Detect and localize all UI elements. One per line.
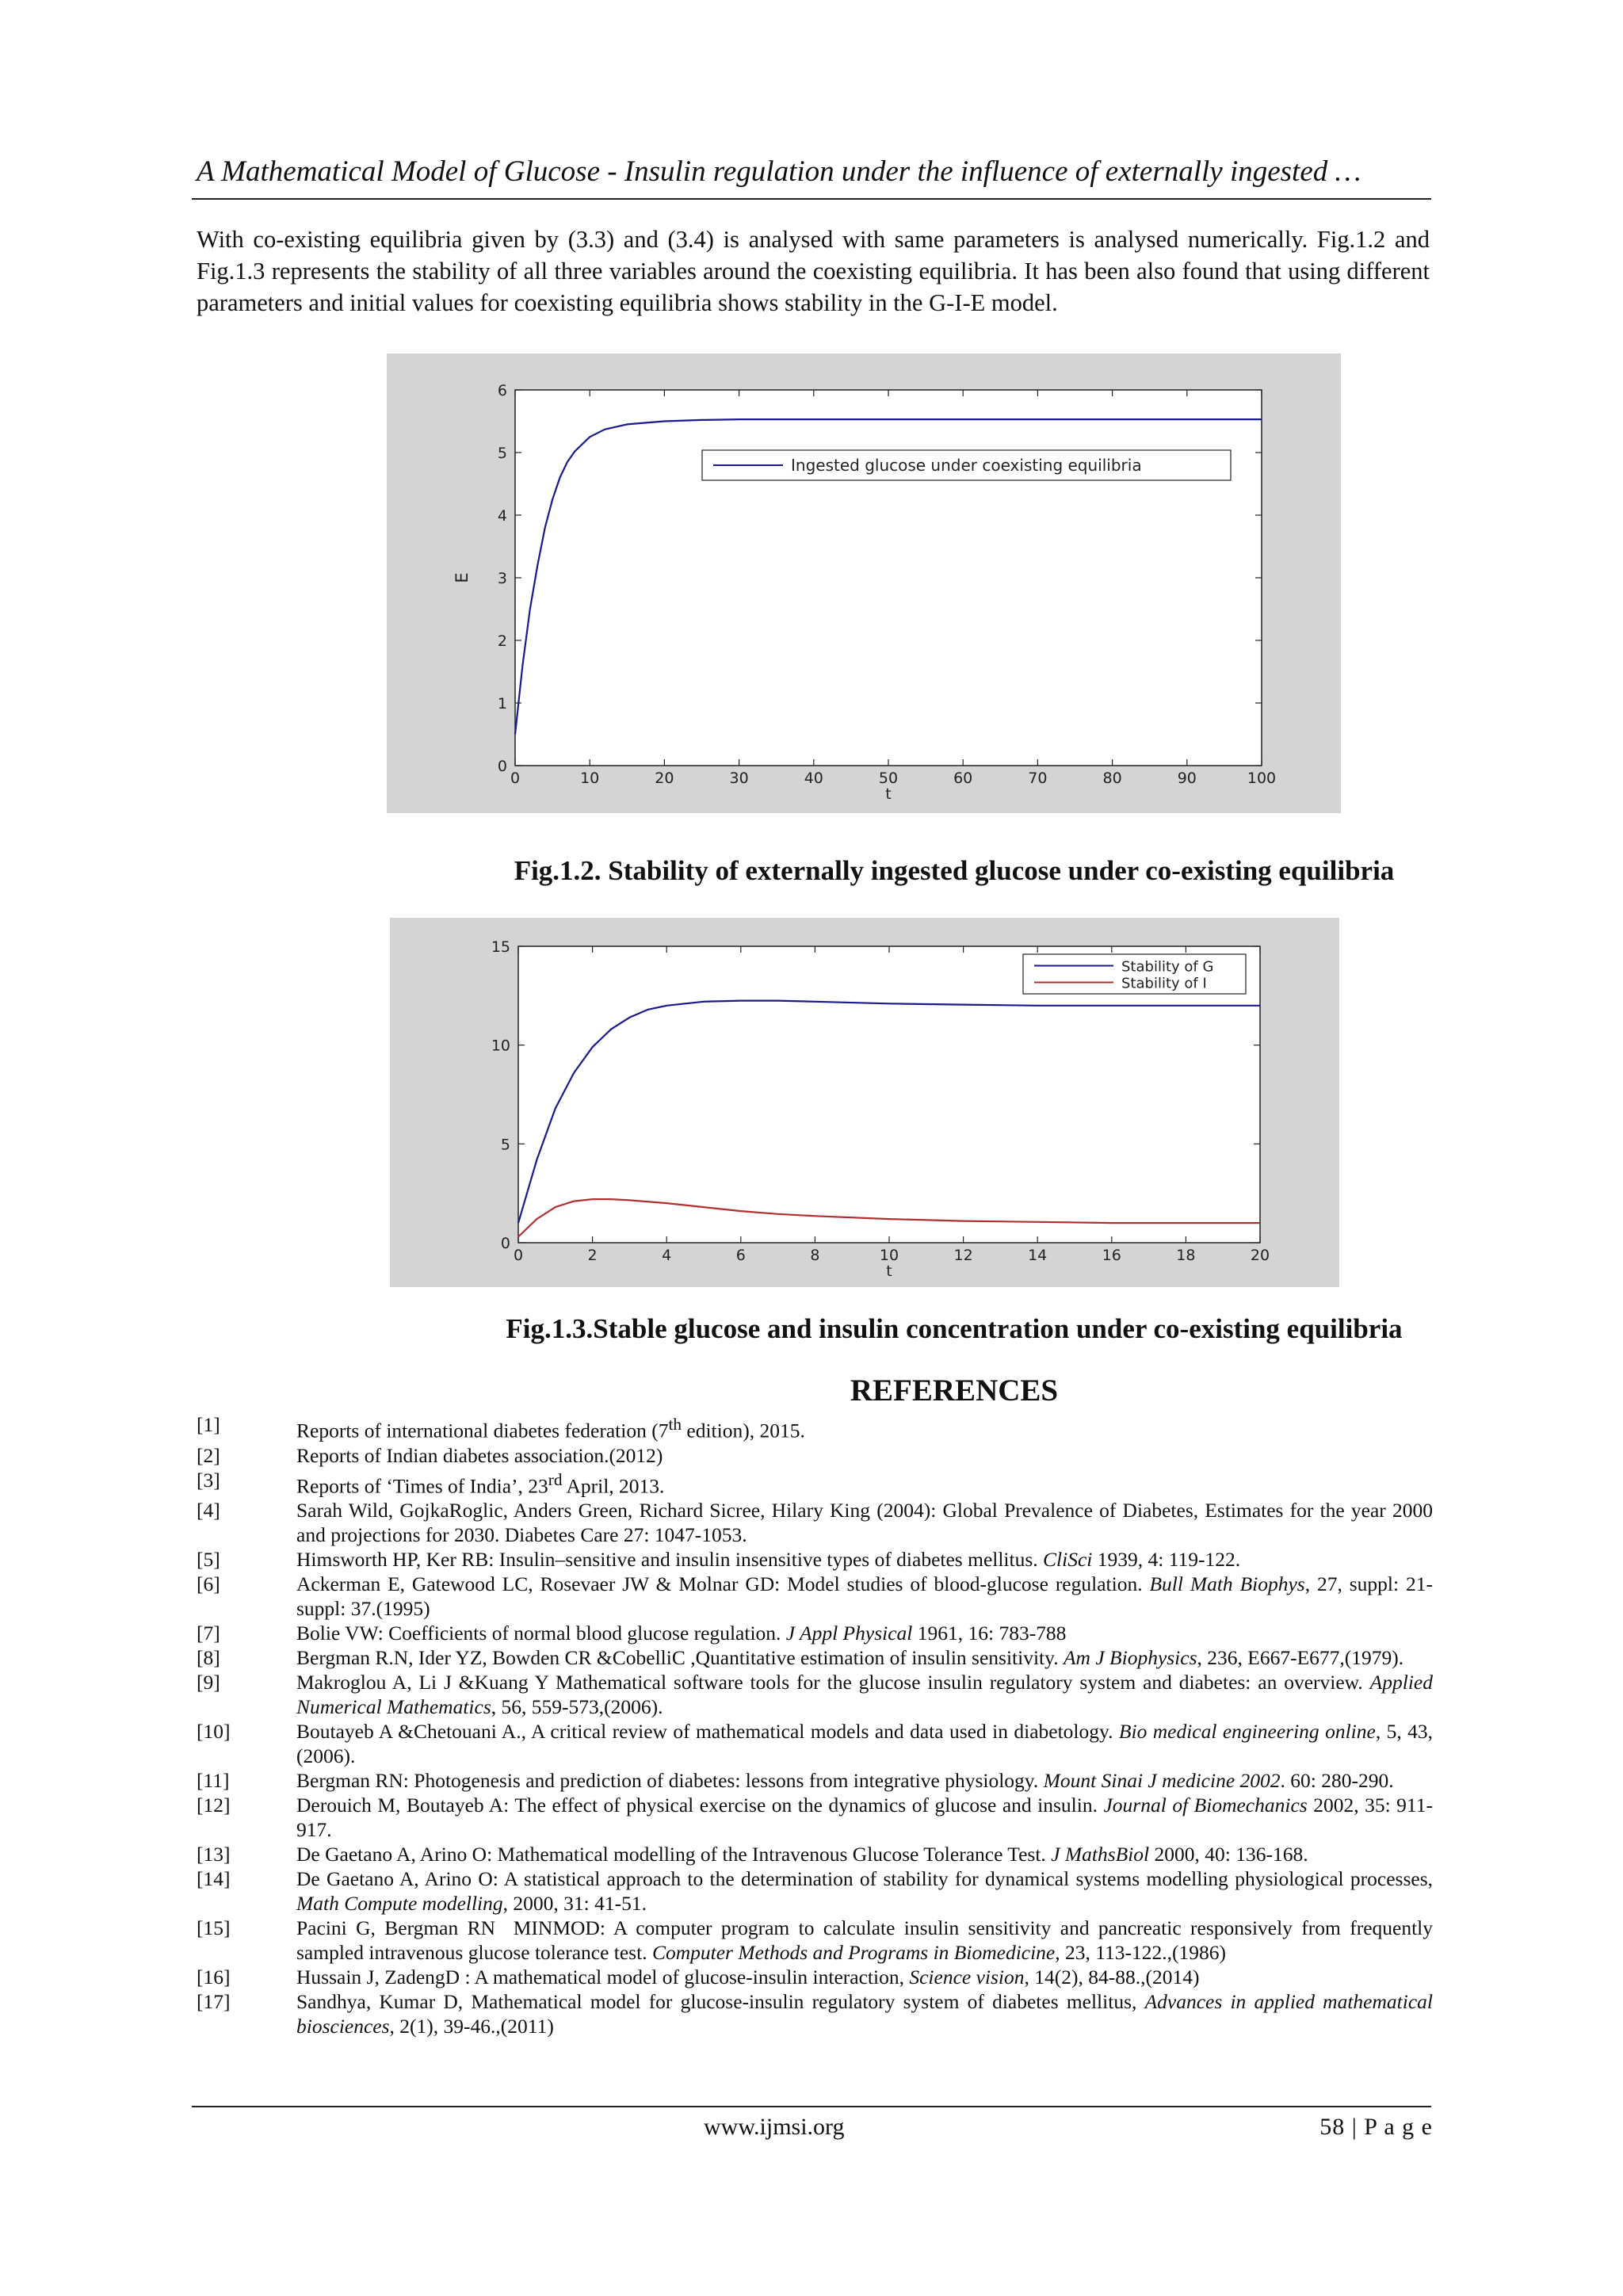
x-tick-label: 30 [729, 770, 749, 787]
y-tick-label: 1 [497, 695, 507, 712]
reference-item [197, 1842, 1433, 1866]
reference-item [197, 1468, 1433, 1499]
x-tick-label: 80 [1102, 770, 1122, 787]
reference-item [197, 1793, 1433, 1842]
y-tick-label: 6 [497, 382, 507, 399]
reference-item [197, 1412, 1433, 1443]
chart-glucose-insulin [390, 918, 1339, 1287]
reference-text: Reports of ‘Times of India’, 23rd April, 2013. [296, 1469, 665, 1497]
figure-1-3-caption: Fig.1.3.Stable glucose and insulin concentration under co-existing equilibria [506, 1313, 1403, 1344]
reference-text: Makroglou A, Li J &Kuang Y Mathematical software tools for the glucose insulin regulatory system and diabetes: an overview. Applied Numerical Mathematics, 56, 559-573,(2006). [296, 1671, 1433, 1718]
reference-text: Bolie VW: Coefficients of normal blood glucose regulation. J Appl Physical 1961, 16: 783-788 [296, 1622, 1067, 1645]
reference-number: [7] [197, 1622, 220, 1645]
reference-text: Sarah Wild, GojkaRoglic, Anders Green, Richard Sicree, Hilary King (2004): Global Prevalence of Diabetes, Estimates for the year 2000 and projections for 2030. Diabetes Care 27: 1047-1053. [296, 1499, 1433, 1546]
reference-item [197, 1989, 1433, 2038]
x-axis-label: t [885, 785, 892, 803]
footer-page-number: 58 | P a g e [1319, 2114, 1433, 2140]
y-tick-label: 2 [497, 632, 507, 650]
reference-text: Bergman RN: Photogenesis and prediction of diabetes: lessons from integrative physiology. Mount Sinai J medicine 2002. 60: 280-290. [296, 1769, 1394, 1792]
reference-text: Reports of Indian diabetes association.(2012) [296, 1443, 663, 1467]
references-list [197, 1412, 1433, 2038]
reference-item [197, 1645, 1433, 1670]
reference-text: Boutayeb A &Chetouani A., A critical review of mathematical models and data used in diabetology. Bio medical engineering online, 5, 43,(2006). [296, 1720, 1434, 1767]
reference-number: [15] [197, 1916, 231, 1939]
legend-label: Stability of G [1121, 958, 1214, 976]
y-tick-label: 3 [497, 570, 507, 587]
x-tick-label: 70 [1028, 770, 1048, 787]
reference-item [197, 1547, 1433, 1572]
x-axis-label: t [886, 1263, 892, 1280]
reference-item [197, 1443, 1433, 1468]
reference-number: [10] [197, 1720, 231, 1743]
intro-paragraph: With co-existing equilibria given by (3.3) and (3.4) is analysed with same parameters is analysed numerically. Fig.1.2 and Fig.1.3 represents the stability of all three variables around the coexisting equilibria. It has been also found that using different parameters and initial values for coexisting equilibria shows stability in the G-I-E model. [197, 226, 1430, 316]
x-tick-label: 2 [587, 1247, 598, 1264]
reference-item [197, 1572, 1433, 1621]
x-tick-label: 0 [513, 1247, 524, 1264]
y-tick-label: 0 [497, 758, 507, 775]
reference-number: [9] [197, 1671, 220, 1694]
y-tick-label: 15 [491, 938, 510, 956]
plot-area [515, 390, 1262, 766]
reference-item [197, 1916, 1433, 1965]
figure-1-2-caption: Fig.1.2. Stability of externally ingested glucose under co-existing equilibria [514, 855, 1395, 886]
x-tick-label: 90 [1177, 770, 1197, 787]
reference-text: Derouich M, Boutayeb A: The effect of physical exercise on the dynamics of glucose and insulin. Journal of Biomechanics 2002, 35: 911-917. [296, 1794, 1433, 1841]
legend-label: Ingested glucose under coexisting equilibria [791, 456, 1142, 475]
reference-number: [16] [197, 1966, 231, 1988]
reference-number: [3] [197, 1468, 220, 1492]
reference-text: Pacini G, Bergman RN MINMOD: A computer program to calculate insulin sensitivity and pancreatic responsively from frequently sampled intravenous glucose tolerance test. Computer Methods and Programs in Biomedicine, 23, 113-122.,(1986) [296, 1916, 1433, 1964]
reference-text: Himsworth HP, Ker RB: Insulin–sensitive and insulin insensitive types of diabetes mellitus. CliSci 1939, 4: 119-122. [296, 1548, 1241, 1571]
reference-number: [13] [197, 1843, 231, 1866]
figure-1-3 [390, 918, 1339, 1287]
reference-item [197, 1965, 1433, 1989]
x-tick-label: 16 [1102, 1247, 1121, 1264]
reference-number: [11] [197, 1769, 230, 1792]
reference-number: [4] [197, 1499, 220, 1522]
x-tick-label: 8 [810, 1247, 820, 1264]
reference-text: Sandhya, Kumar D, Mathematical model for glucose-insulin regulatory system of diabetes mellitus, Advances in applied mathematical biosciences, 2(1), 39-46.,(2011) [296, 1990, 1433, 2038]
reference-number: [5] [197, 1548, 220, 1571]
x-tick-label: 12 [953, 1247, 973, 1264]
reference-number: [12] [197, 1794, 231, 1817]
reference-text: Bergman R.N, Ider YZ, Bowden CR &CobelliC ,Quantitative estimation of insulin sensitivity. Am J Biophysics, 236, E667-E677,(1979). [296, 1646, 1404, 1669]
reference-number: [14] [197, 1867, 231, 1890]
legend-label: Stability of I [1121, 975, 1207, 992]
x-tick-label: 20 [1250, 1247, 1270, 1264]
reference-text: Reports of international diabetes federation (7th edition), 2015. [296, 1415, 805, 1442]
reference-text: Ackerman E, Gatewood LC, Rosevaer JW & Molnar GD: Model studies of blood-glucose regulation. Bull Math Biophys, 27, suppl: 21-suppl: 37.(1995) [296, 1572, 1433, 1620]
reference-text: De Gaetano A, Arino O: A statistical approach to the determination of stability for dynamical systems modelling physiological processes, Math Compute modelling, 2000, 31: 41-51. [296, 1867, 1433, 1915]
y-tick-label: 0 [500, 1235, 510, 1252]
reference-item [197, 1498, 1433, 1547]
reference-item [197, 1670, 1433, 1719]
figure-1-2 [387, 353, 1341, 813]
reference-item [197, 1621, 1433, 1645]
reference-number: [2] [197, 1443, 220, 1467]
x-tick-label: 18 [1176, 1247, 1196, 1264]
reference-number: [1] [197, 1413, 220, 1436]
y-tick-label: 5 [500, 1136, 510, 1154]
x-tick-label: 10 [879, 1247, 899, 1264]
x-tick-label: 6 [735, 1247, 746, 1264]
x-tick-label: 20 [655, 770, 674, 787]
reference-text: De Gaetano A, Arino O: Mathematical modelling of the Intravenous Glucose Tolerance Test. J MathsBiol 2000, 40: 136-168. [296, 1843, 1308, 1866]
footer-rule [192, 2106, 1431, 2107]
reference-number: [6] [197, 1572, 220, 1595]
footer-site: www.ijmsi.org [704, 2114, 845, 2140]
x-tick-label: 14 [1028, 1247, 1048, 1264]
reference-number: [17] [197, 1990, 231, 2013]
reference-number: [8] [197, 1646, 220, 1669]
reference-text: Hussain J, ZadengD : A mathematical model of glucose-insulin interaction, Science vision, 14(2), 84-88.,(2014) [296, 1966, 1200, 1988]
references-heading: REFERENCES [850, 1373, 1059, 1408]
y-tick-label: 4 [497, 507, 507, 525]
reference-item [197, 1719, 1433, 1768]
reference-item [197, 1768, 1433, 1793]
chart-ingested-glucose [387, 353, 1341, 813]
x-tick-label: 10 [580, 770, 600, 787]
running-header: A Mathematical Model of Glucose - Insulin regulation under the influence of externally ingested … [197, 155, 1361, 188]
y-axis-label: E [453, 572, 472, 583]
header-rule [192, 198, 1431, 200]
x-tick-label: 4 [662, 1247, 672, 1264]
x-tick-label: 60 [953, 770, 973, 787]
x-tick-label: 40 [804, 770, 823, 787]
y-tick-label: 5 [497, 445, 507, 462]
y-tick-label: 10 [491, 1037, 510, 1055]
x-tick-label: 100 [1247, 770, 1277, 787]
x-tick-label: 0 [510, 770, 521, 787]
x-tick-label: 50 [878, 770, 899, 787]
reference-item [197, 1866, 1433, 1916]
